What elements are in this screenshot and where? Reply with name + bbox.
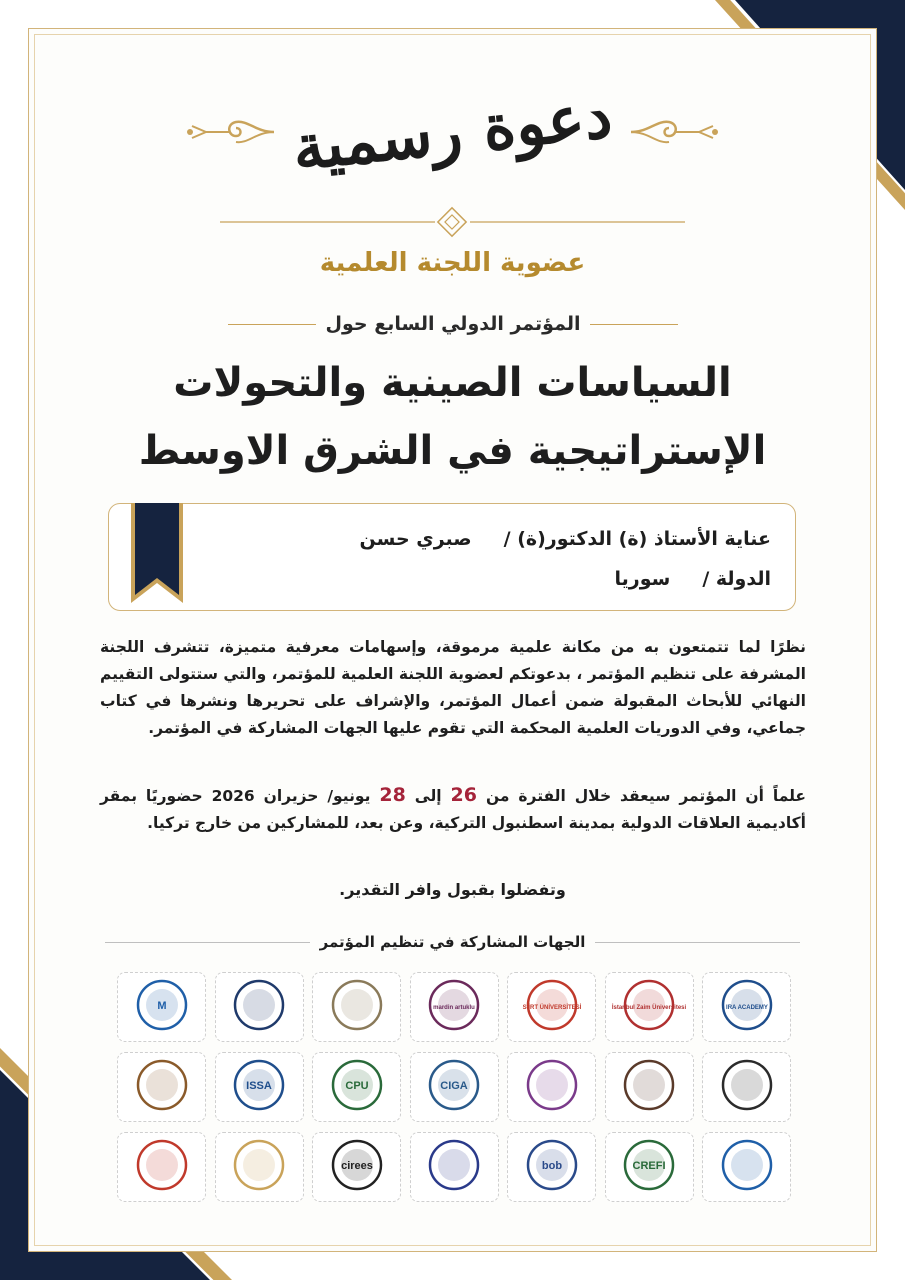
recipient-name-row: [360, 528, 771, 550]
partner-logo-cell: [605, 972, 694, 1042]
body-paragraph-2: [100, 782, 806, 837]
partner-logo-text: CIGA: [440, 1080, 468, 1092]
recipient-name-label: عناية الأستاذ (ة) الدكتور(ة) /: [503, 528, 771, 550]
partner-logo-cell: [312, 972, 401, 1042]
purple-circle-logo: [522, 1057, 582, 1117]
partner-logo-text: ISSA: [246, 1080, 272, 1092]
ornament-left-icon: [186, 112, 276, 152]
issa-logo: [229, 1057, 289, 1117]
day-end: 28: [379, 784, 406, 806]
book-flame-logo: [132, 1057, 192, 1117]
m-center-logo: [132, 977, 192, 1037]
partner-logos-grid: [115, 972, 791, 1202]
partner-logo-text: bob: [541, 1160, 562, 1172]
graduation-globe-logo: [717, 1137, 777, 1197]
partner-logo-cell: [507, 1052, 596, 1122]
left-rule: [228, 324, 316, 325]
conference-topic-line-1: السياسات الصينية والتحولات: [173, 360, 732, 406]
partner-logo-cell: [215, 1052, 304, 1122]
dates-text-c: يونيو/ حزيران 2026 حضوريًا بمقر أكاديمية العلاقات الدولية بمدينة اسطنبول التركية، وعن بعد، للمشاركين من خارج تركيا.: [100, 787, 806, 832]
pencil-books-logo: [619, 1057, 679, 1117]
invitation-title: دعوة رسمية: [289, 78, 616, 185]
partner-logo-text: mardin artuklu: [433, 1005, 475, 1011]
recipient-country-label: الدولة /: [702, 568, 771, 590]
partner-logo-text: İstanbul Zaim Üniversitesi: [611, 1005, 687, 1011]
partner-logo-text: cirees: [340, 1160, 373, 1172]
recipient-box: [108, 503, 796, 611]
dates-text-a: علماً أن المؤتمر سيعقد خلال الفترة من: [485, 787, 807, 805]
siirt-university-logo: [522, 977, 582, 1037]
partners-right-rule: [595, 942, 800, 943]
partner-logo-text: IRA ACADEMY: [725, 1005, 768, 1011]
partner-logo-cell: [312, 1132, 401, 1202]
partners-heading-line: [105, 930, 800, 954]
closing-text: وتفضلوا بقبول وافر التقدير.: [339, 880, 566, 899]
blue-seal-logo: [424, 1137, 484, 1197]
castle-university-logo: [327, 977, 387, 1037]
partner-logo-cell: [702, 972, 791, 1042]
mardin-artuklu-logo: [424, 977, 484, 1037]
right-rule: [590, 324, 678, 325]
partner-logo-text: M: [156, 1000, 167, 1012]
body-paragraph-1: نظرًا لما تتمتعون به من مكانة علمية مرموقة، وإسهامات معرفية متميزة، تتشرف اللجنة المشرفة على تنظيم المؤتمر ، بدعوتكم لعضوية اللجنة العلمية للمؤتمر، والتي ستتولى التقييم النهائي للأبحاث المقبولة ضمن أعمال المؤتمر، والإشراف على تحريرها ونشرها في كتاب جماعي، وفي الدوريات العلمية المحكمة التي تقوم عليها الجهات المشاركة في المؤتمر.: [100, 638, 806, 737]
partner-logo-cell: [312, 1052, 401, 1122]
red-blue-seal-logo: [132, 1137, 192, 1197]
partner-logo-cell: [605, 1052, 694, 1122]
recipient-country-row: [615, 568, 771, 590]
partners-left-rule: [105, 942, 310, 943]
partner-logo-text: CPU: [344, 1080, 369, 1092]
partner-logo-cell: [507, 972, 596, 1042]
partner-logo-cell: [117, 972, 206, 1042]
conference-topic-line-2: الإستراتيجية في الشرق الاوسط: [138, 428, 767, 474]
cirees-logo: [327, 1137, 387, 1197]
istanbul-zaim-logo: [611, 977, 687, 1037]
ribbon-bookmark-icon: [131, 503, 183, 603]
ciga-logo: [424, 1057, 484, 1117]
recipient-name-value: صبري حسن: [359, 528, 472, 550]
partner-logo-cell: [410, 972, 499, 1042]
jinan-logo: [717, 1057, 777, 1117]
partner-logo-cell: [410, 1052, 499, 1122]
partner-logo-cell: [702, 1132, 791, 1202]
membership-title: عضوية اللجنة العلمية: [319, 248, 586, 278]
partner-logo-cell: [507, 1132, 596, 1202]
cpu-logo: [327, 1057, 387, 1117]
ornament-right-icon: [629, 112, 719, 152]
dates-text-b: إلى: [414, 787, 442, 805]
partner-logo-text: SİİRT ÜNİVERSİTESİ: [522, 1005, 581, 1011]
partners-heading: الجهات المشاركة في تنظيم المؤتمر: [319, 933, 586, 951]
conference-intro: المؤتمر الدولي السابع حول: [325, 313, 581, 335]
bob-logo: [522, 1137, 582, 1197]
diamond-divider: [220, 210, 685, 234]
partner-logo-text: CREFI: [632, 1160, 666, 1172]
day-start: 26: [450, 784, 477, 806]
partner-logo-cell: [215, 972, 304, 1042]
partner-logo-cell: [410, 1132, 499, 1202]
partner-logo-cell: [702, 1052, 791, 1122]
partner-logo-cell: [605, 1132, 694, 1202]
partner-logo-cell: [215, 1132, 304, 1202]
partner-logo-cell: [117, 1052, 206, 1122]
recipient-country-value: سوريا: [614, 568, 671, 590]
people-logo: [229, 1137, 289, 1197]
title-header: [0, 62, 905, 202]
partner-logo-cell: [117, 1132, 206, 1202]
ira-academy-logo: [717, 977, 777, 1037]
private-university-logo: [229, 977, 289, 1037]
conference-intro-line: [228, 310, 678, 338]
crefi-logo: [619, 1137, 679, 1197]
